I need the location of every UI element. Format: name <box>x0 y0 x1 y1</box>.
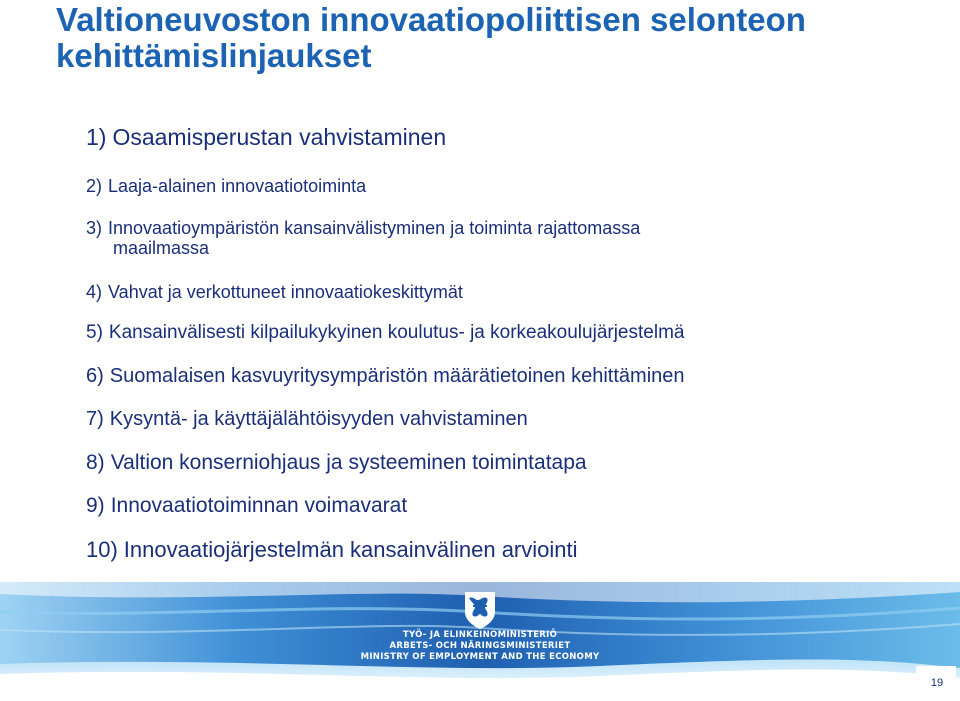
slide-title-line2: kehittämislinjaukset <box>56 37 372 74</box>
list-item <box>86 322 684 344</box>
finnish-lion-crest-icon <box>459 588 501 630</box>
list-item <box>86 537 578 562</box>
list-item-text: Valtion konserniohjaus ja systeeminen toimintatapa <box>110 451 587 474</box>
list-item-number: 8) <box>86 451 105 474</box>
list-item-number: 4) <box>86 282 103 302</box>
list-item-number: 2) <box>86 176 103 196</box>
list-item-text: Laaja-alainen innovaatiotoiminta <box>108 176 367 196</box>
list-item-text: Innovaatioympäristön kansainvälistyminen ja toiminta rajattomassa <box>108 218 641 238</box>
list-item-text: Suomalaisen kasvuyritysympäristön määrätietoinen kehittäminen <box>109 365 685 387</box>
ministry-name-fi: TYÖ- JA ELINKEINOMINISTERIÖ <box>402 630 558 640</box>
ministry-name-sv: ARBETS- OCH NÄRINGSMINISTERIET <box>389 641 571 651</box>
slide-title-line1: Valtioneuvoston innovaatiopoliittisen selonteon <box>56 1 806 38</box>
list-item-text: Osaamisperustan vahvistaminen <box>112 124 447 150</box>
ministry-name-en: MINISTRY OF EMPLOYMENT AND THE ECONOMY <box>360 652 600 662</box>
list-item-number: 7) <box>86 408 104 430</box>
list-item-text: Kansainvälisesti kilpailukykyinen koulutus- ja korkeakoulujärjestelmä <box>108 322 685 343</box>
list-item-number: 1) <box>86 124 107 150</box>
list-item <box>86 282 463 303</box>
list-item-text: Innovaatiojärjestelmän kansainvälinen arviointi <box>123 537 578 562</box>
list-item <box>86 176 366 197</box>
list-item-number: 6) <box>86 365 104 387</box>
ministry-name-block <box>360 630 600 663</box>
list-item <box>86 124 446 150</box>
list-item <box>86 451 587 475</box>
list-item <box>86 218 846 258</box>
list-item-number: 5) <box>86 322 103 343</box>
list-item-number: 3) <box>86 218 103 238</box>
list-item <box>86 365 685 388</box>
list-item <box>86 494 407 518</box>
list-item <box>86 408 528 431</box>
list-item-text: Kysyntä- ja käyttäjälähtöisyyden vahvistaminen <box>109 408 528 430</box>
list-item-number: 9) <box>86 494 105 517</box>
list-item-text: Vahvat ja verkottuneet innovaatiokeskittymät <box>108 282 463 302</box>
list-item-number: 10) <box>86 537 118 562</box>
page-number: 19 <box>930 677 944 689</box>
list-item-text: Innovaatiotoiminnan voimavarat <box>110 494 408 517</box>
slide-title <box>56 2 936 74</box>
list-item-text-continued: maailmassa <box>113 238 210 258</box>
